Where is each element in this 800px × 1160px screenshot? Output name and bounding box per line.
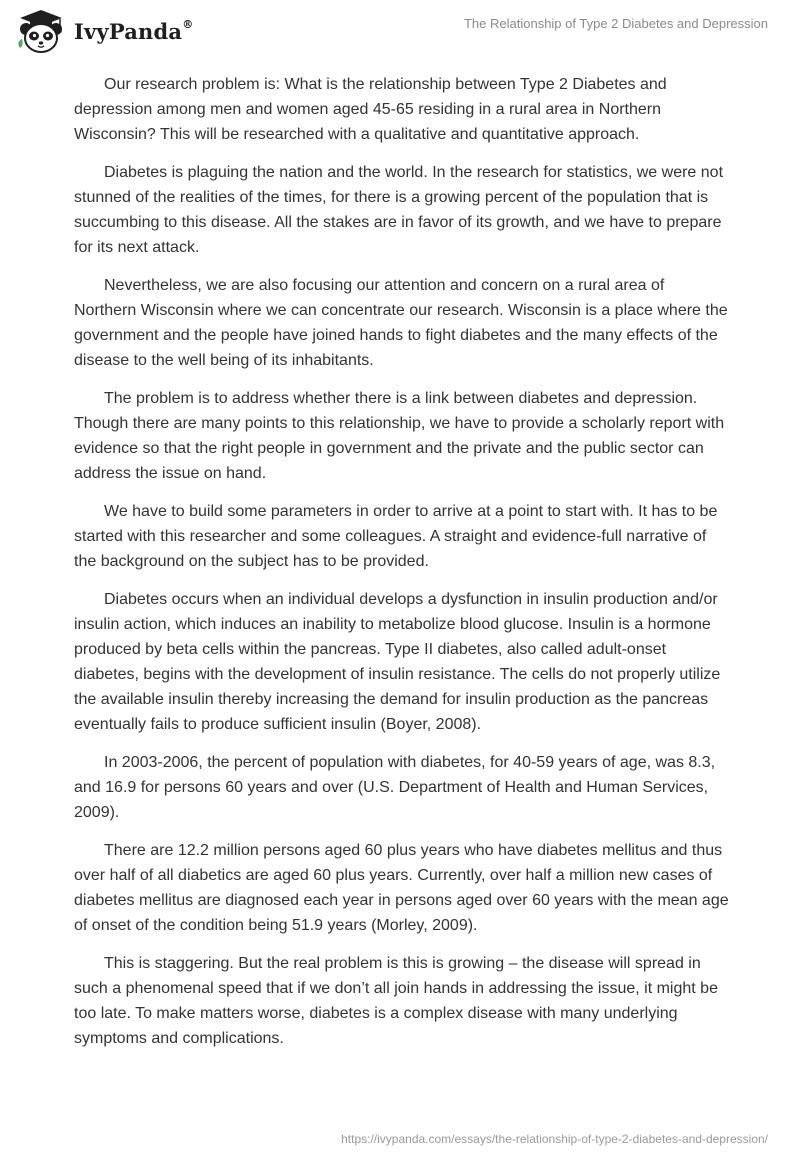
paragraph: Diabetes occurs when an individual develops a dysfunction in insulin production and/or insulin action, which induces an inability to metabolize blood glucose. Insulin is a hormone produced by beta cells within the pancreas. Type II diabetes, also called adult-onset diabetes, begins with the development of insulin resistance. The cells do not properly utilize the available insulin thereby increasing the demand for insulin production as the pancreas eventually fails to produce sufficient insulin (Boyer, 2008). xyxy=(74,591,721,733)
paragraph: The problem is to address whether there is a link between diabetes and depression. Though there are many points to this relationship, we have to provide a scholarly report with evidence so that the right people in government and the private and the public sector can address the issue on hand. xyxy=(74,390,725,482)
panda-graduate-icon xyxy=(14,8,68,54)
paragraph: Our research problem is: What is the relationship between Type 2 Diabetes and depression among men and women aged 45-65 residing in a rural area in Northern Wisconsin? This will be researched with a qualitative and quantitative approach. xyxy=(74,76,667,143)
paragraph: There are 12.2 million persons aged 60 plus years who have diabetes mellitus and thus over half of all diabetics are aged 60 plus years. Currently, over half a million new cases of diabetes mellitus are diagnosed each year in persons aged over 60 years with the mean age of onset of the condition being 51.9 years (Morley, 2009). xyxy=(74,842,729,934)
source-url[interactable]: https://ivypanda.com/essays/the-relationship-of-type-2-diabetes-and-depression/ xyxy=(341,1132,768,1146)
paragraph: Diabetes is plaguing the nation and the world. In the research for statistics, we were not stunned of the realities of the times, for there is a growing percent of the population that is succumbing to this disease. All the stakes are in favor of its growth, and we have to prepare for its next attack. xyxy=(74,164,724,256)
document-title: The Relationship of Type 2 Diabetes and Depression xyxy=(463,16,768,31)
paragraph: In 2003-2006, the percent of population with diabetes, for 40-59 years of age, was 8.3, and 16.9 for persons 60 years and over (U.S. Department of Health and Human Services, 2009). xyxy=(74,754,716,821)
paragraph: Nevertheless, we are also focusing our attention and concern on a rural area of Northern Wisconsin where we can concentrate our research. Wisconsin is a place where the government and the people have joined hands to fight diabetes and the many effects of the disease to the well being of its inhabitants. xyxy=(74,277,728,369)
ivypanda-logo[interactable] xyxy=(14,8,193,54)
brand-name: IvyPanda® xyxy=(74,17,194,44)
paragraph: We have to build some parameters in order to arrive at a point to start with. It has to be started with this researcher and some colleagues. A straight and evidence-full narrative of the background on the subject has to be provided. xyxy=(74,503,718,570)
paragraph: This is staggering. But the real problem is this is growing – the disease will spread in such a phenomenal speed that if we don’t all join hands in addressing the issue, it might be too late. To make matters worse, diabetes is a complex disease with many underlying symptoms and complications. xyxy=(74,955,718,1047)
essay-body xyxy=(74,72,730,1064)
page-header xyxy=(0,0,800,60)
